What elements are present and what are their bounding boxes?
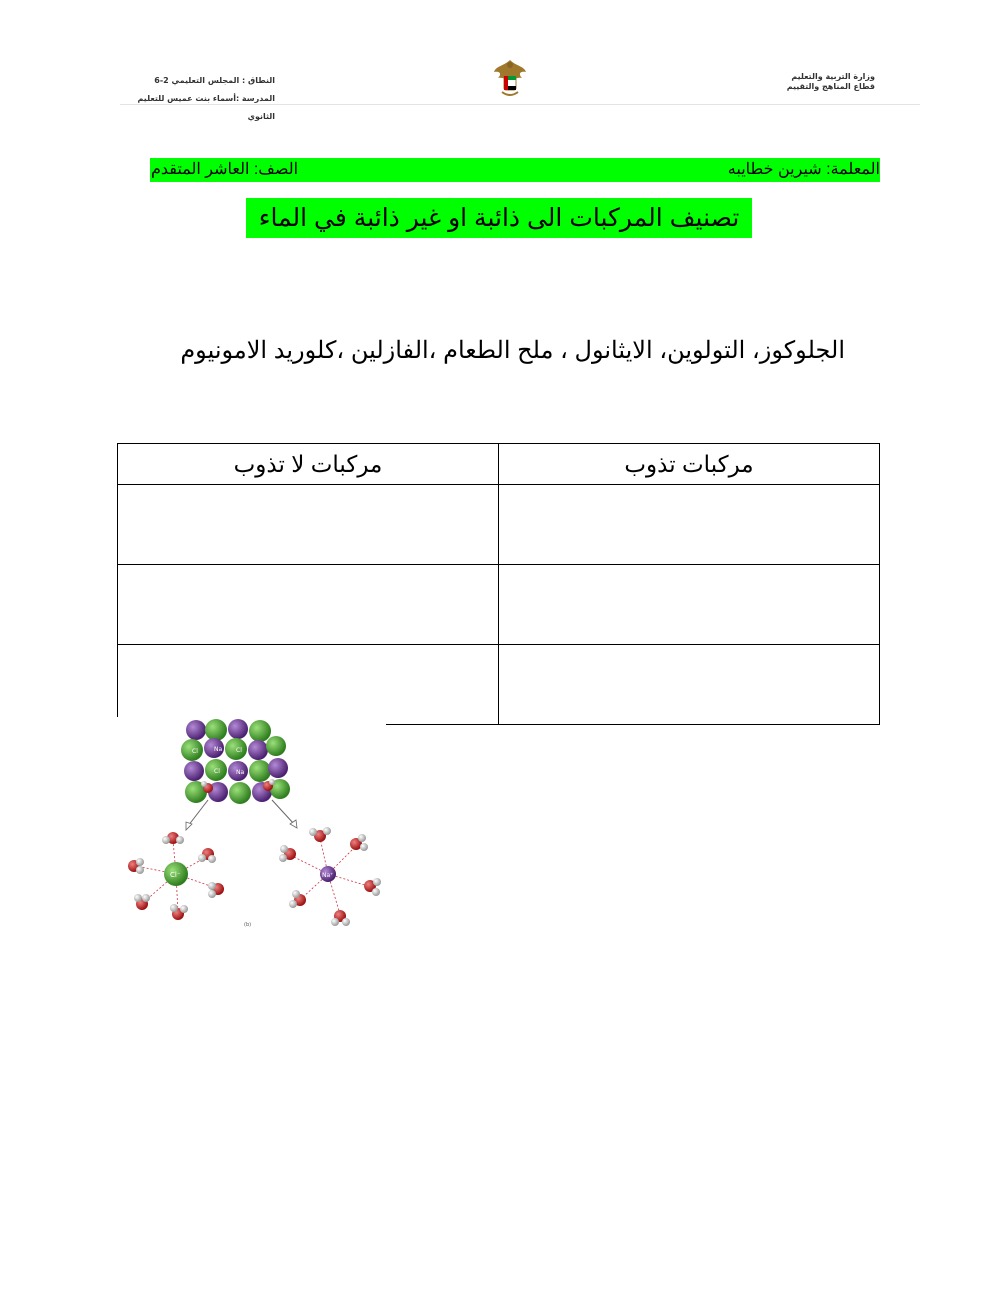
header-ministry-name: وزارة التربية والتعليم	[791, 72, 875, 81]
header-ministry	[760, 72, 875, 92]
header-school-info	[130, 72, 275, 126]
table-row	[118, 645, 880, 725]
svg-text:Na⁺: Na⁺	[322, 872, 334, 879]
nacl-dissolution-diagram	[116, 716, 386, 930]
table-row	[118, 485, 880, 565]
header-region: النطاق : المجلس التعليمي 2-6	[154, 76, 275, 85]
answer-cell-not-dissolve-3[interactable]	[118, 645, 499, 725]
header-sector-name: قطاع المناهج والتقييم	[786, 82, 875, 91]
teacher-name: المعلمة: شيرين خطايبه	[727, 161, 880, 178]
svg-text:Na: Na	[236, 769, 245, 776]
column-header-dissolve: مركبات تذوب	[499, 444, 880, 485]
uae-emblem-icon	[492, 56, 528, 100]
crystal-lattice	[181, 719, 290, 804]
answer-cell-dissolve-2[interactable]	[499, 565, 880, 645]
worksheet-title: تصنيف المركبات الى ذائبة او غير ذائبة في الماء	[258, 204, 740, 232]
grade-label: الصف: العاشر المتقدم	[151, 161, 299, 178]
answer-cell-dissolve-1[interactable]	[499, 485, 880, 565]
classification-table	[117, 443, 880, 725]
header-school: المدرسة :أسماء بنت عميس للتعليم الثانوي	[137, 94, 275, 121]
answer-cell-dissolve-3[interactable]	[499, 645, 880, 725]
svg-text:Na: Na	[214, 746, 223, 753]
table-row	[118, 565, 880, 645]
compounds-list: الجلوكوز، التولوين، الايثانول ، ملح الطعام ،الفازلين ،كلوريد الامونيوم	[180, 337, 845, 364]
header-divider	[120, 104, 920, 105]
svg-text:Cl: Cl	[214, 768, 220, 775]
answer-cell-not-dissolve-1[interactable]	[118, 485, 499, 565]
svg-text:Cl⁻: Cl⁻	[170, 871, 181, 879]
column-header-not-dissolve: مركبات لا تذوب	[118, 444, 499, 485]
answer-cell-not-dissolve-2[interactable]	[118, 565, 499, 645]
hydrated-sodium-ion	[279, 827, 381, 926]
diagram-caption: (b)	[244, 922, 252, 928]
svg-text:Cl: Cl	[236, 747, 242, 754]
svg-text:Cl: Cl	[192, 748, 198, 755]
hydrated-chloride-ion	[128, 832, 224, 920]
